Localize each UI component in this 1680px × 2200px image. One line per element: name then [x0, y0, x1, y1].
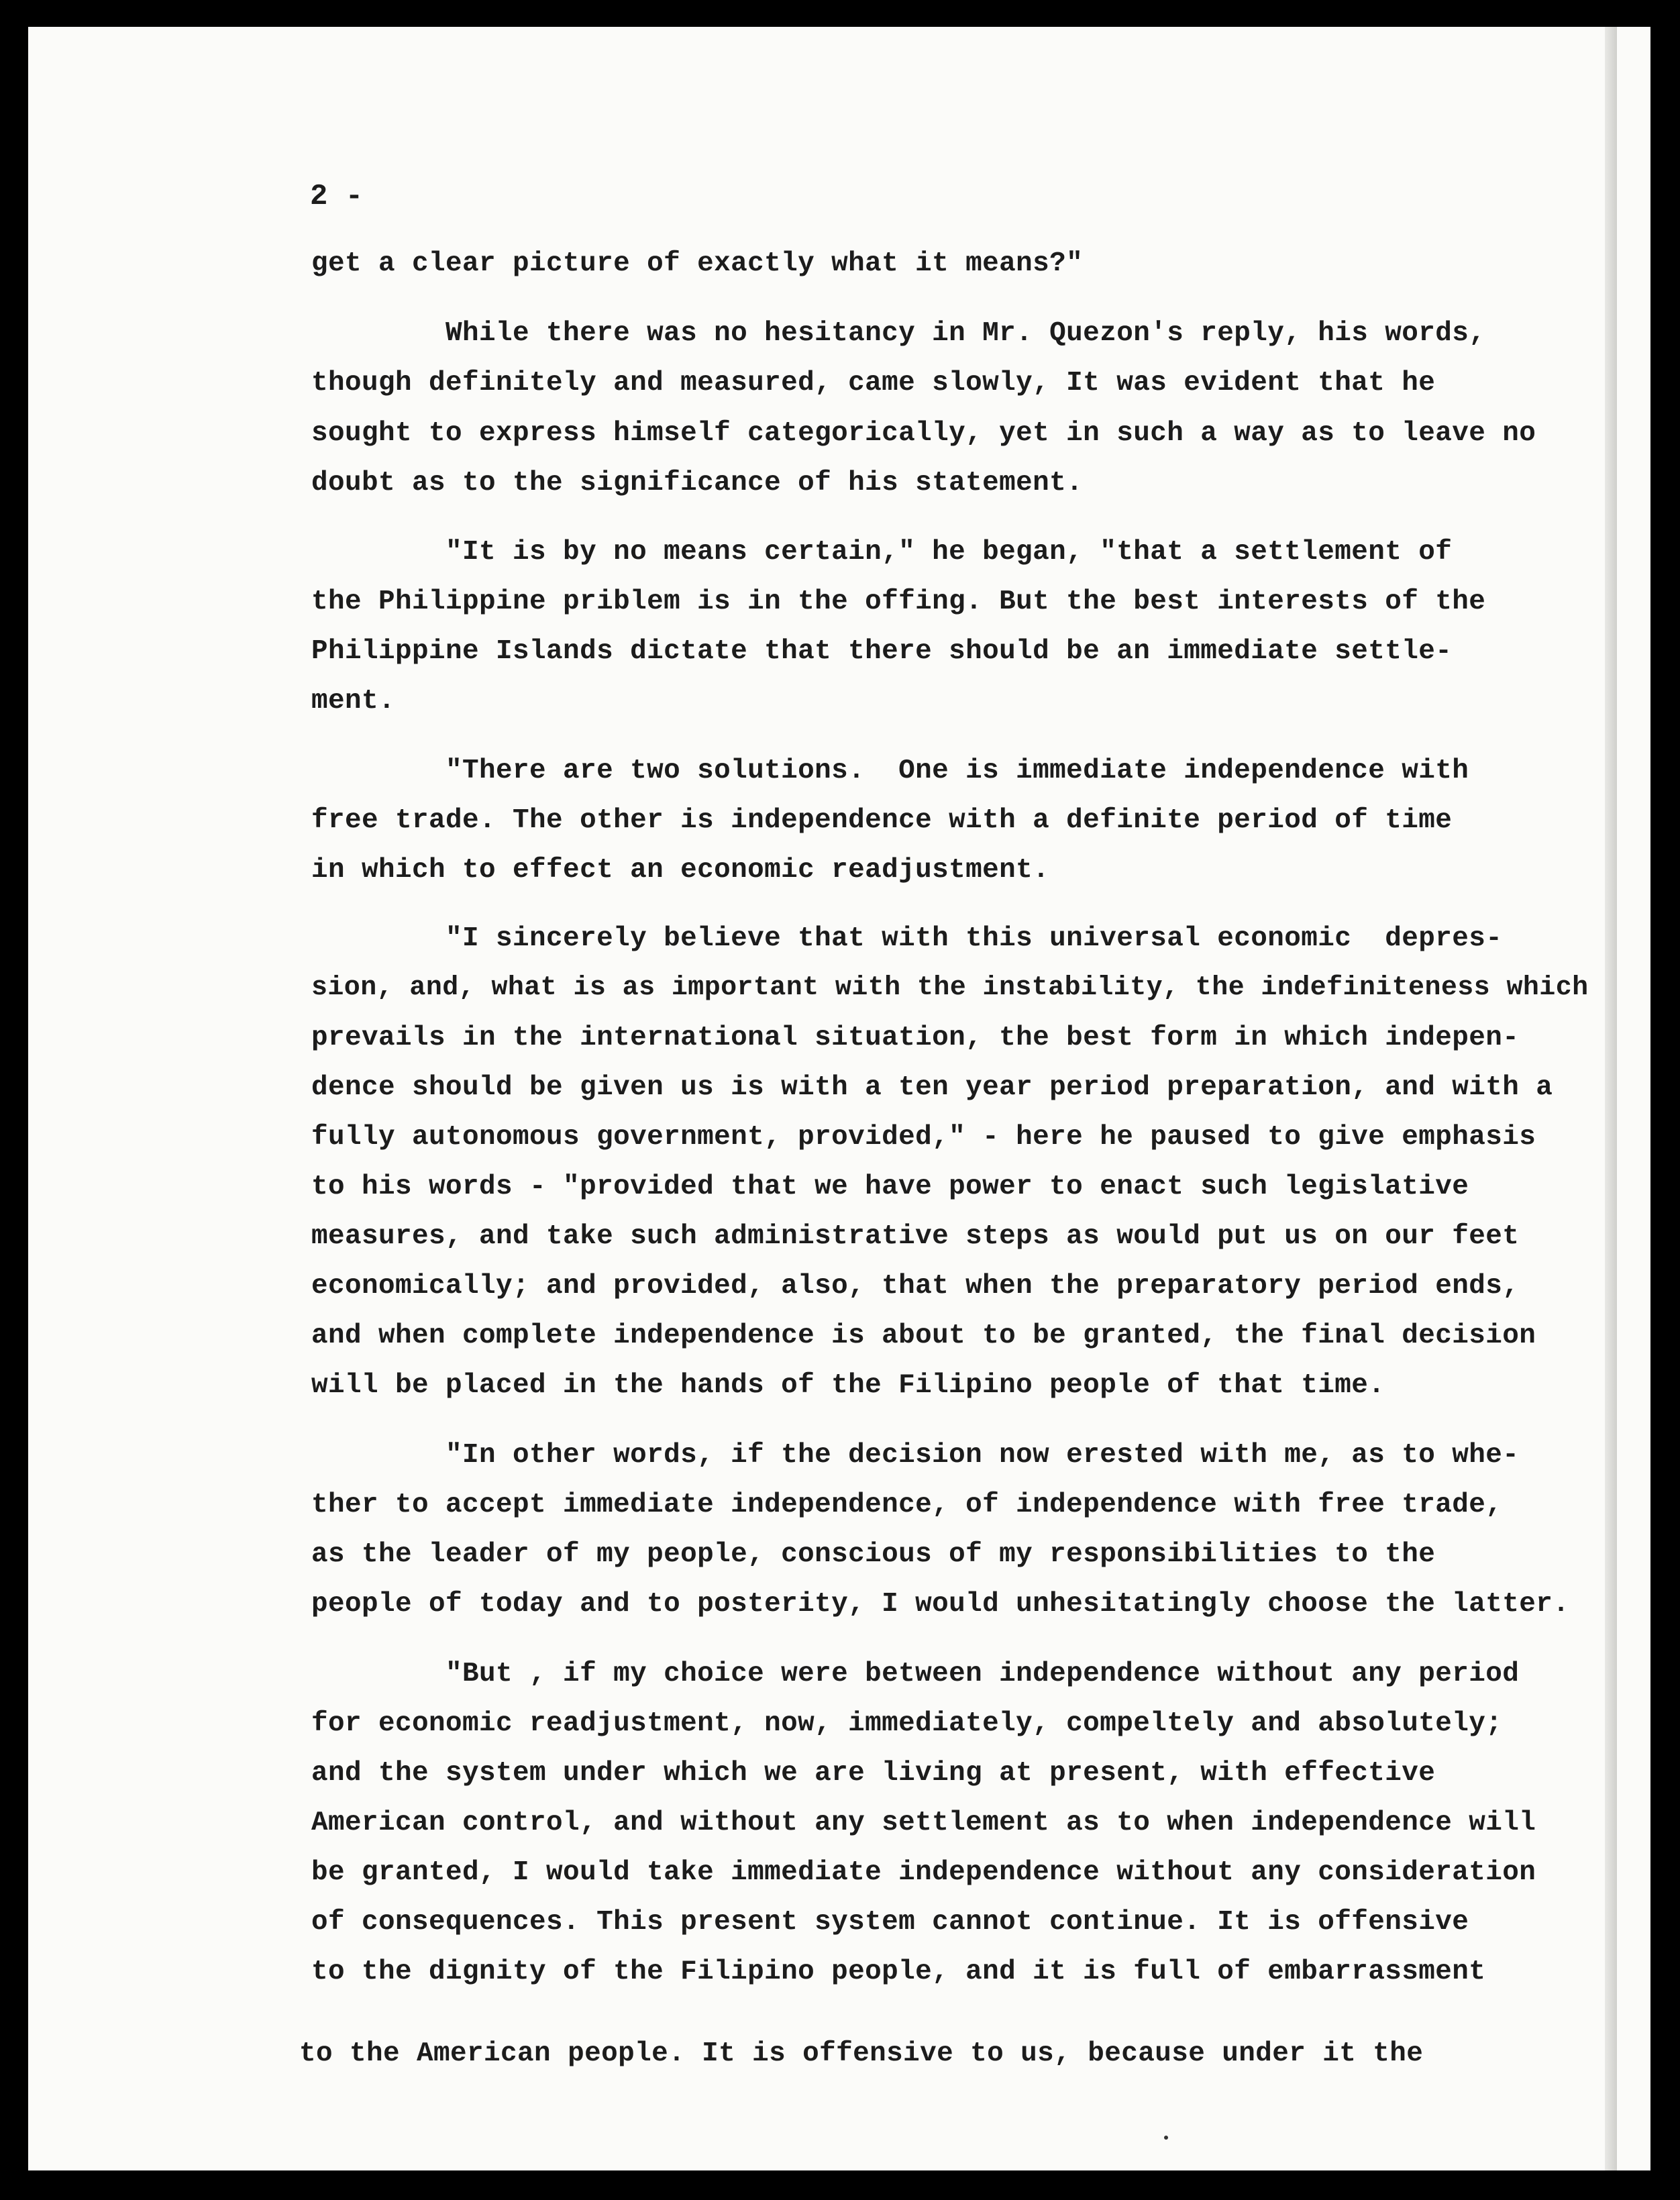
text-line: though definitely and measured, came slowly, It was evident that he: [311, 368, 1436, 399]
text-line: the Philippine priblem is in the offing. But the best interests of the: [311, 586, 1486, 617]
text-line: people of today and to posterity, I would unhesitatingly choose the latter.: [311, 1589, 1570, 1620]
text-line: "But , if my choice were between independence without any period: [311, 1659, 1520, 1689]
text-line: to his words - "provided that we have power to enact such legislative: [311, 1171, 1469, 1202]
text-line: sought to express himself categorically, yet in such a way as to leave no: [311, 418, 1536, 449]
text-line: sion, and, what is as important with the instability, the indefiniteness which: [311, 973, 1589, 1003]
text-line: "I sincerely believe that with this universal economic depres-: [311, 923, 1503, 954]
text-line: in which to effect an economic readjustment.: [311, 855, 1050, 886]
text-line: ther to accept immediate independence, of independence with free trade,: [311, 1489, 1503, 1520]
text-line: doubt as to the significance of his statement.: [311, 468, 1084, 499]
text-line: ment.: [311, 686, 396, 717]
text-line: "It is by no means certain," he began, "that a settlement of: [311, 537, 1453, 568]
text-line: free trade. The other is independence with a definite period of time: [311, 805, 1453, 836]
text-line: prevails in the international situation, the best form in which indepen-: [311, 1023, 1520, 1053]
text-line: Philippine Islands dictate that there should be an immediate settle-: [311, 636, 1453, 667]
text-line: "In other words, if the decision now erested with me, as to whe-: [311, 1440, 1520, 1471]
text-line: and when complete independence is about to be granted, the final decision: [311, 1320, 1536, 1351]
text-line: as the leader of my people, conscious of my responsibilities to the: [311, 1539, 1436, 1570]
text-line: dence should be given us is with a ten year period preparation, and with a: [311, 1072, 1553, 1103]
text-line: for economic readjustment, now, immediately, compeltely and absolutely;: [311, 1708, 1503, 1739]
page-number: 2 -: [310, 180, 364, 213]
text-line: and the system under which we are living at present, with effective: [311, 1758, 1436, 1789]
text-line: fully autonomous government, provided," - here he paused to give emphasis: [311, 1122, 1536, 1153]
text-line: measures, and take such administrative steps as would put us on our feet: [311, 1221, 1520, 1252]
text-line: to the American people. It is offensive to us, because under it the: [299, 2038, 1424, 2069]
text-line: While there was no hesitancy in Mr. Quezon's reply, his words,: [311, 318, 1486, 349]
ink-speck: [1164, 2136, 1168, 2140]
text-line: of consequences. This present system cannot continue. It is offensive: [311, 1907, 1469, 1938]
text-line: will be placed in the hands of the Filipino people of that time.: [311, 1370, 1385, 1401]
text-line: "There are two solutions. One is immediate independence with: [311, 755, 1469, 786]
text-line: economically; and provided, also, that when the preparatory period ends,: [311, 1271, 1520, 1302]
text-line: get a clear picture of exactly what it means?": [311, 248, 1084, 279]
text-line: be granted, I would take immediate independence without any consideration: [311, 1857, 1536, 1888]
text-line: American control, and without any settlement as to when independence will: [311, 1808, 1536, 1838]
text-line: to the dignity of the Filipino people, and it is full of embarrassment: [311, 1956, 1486, 1987]
